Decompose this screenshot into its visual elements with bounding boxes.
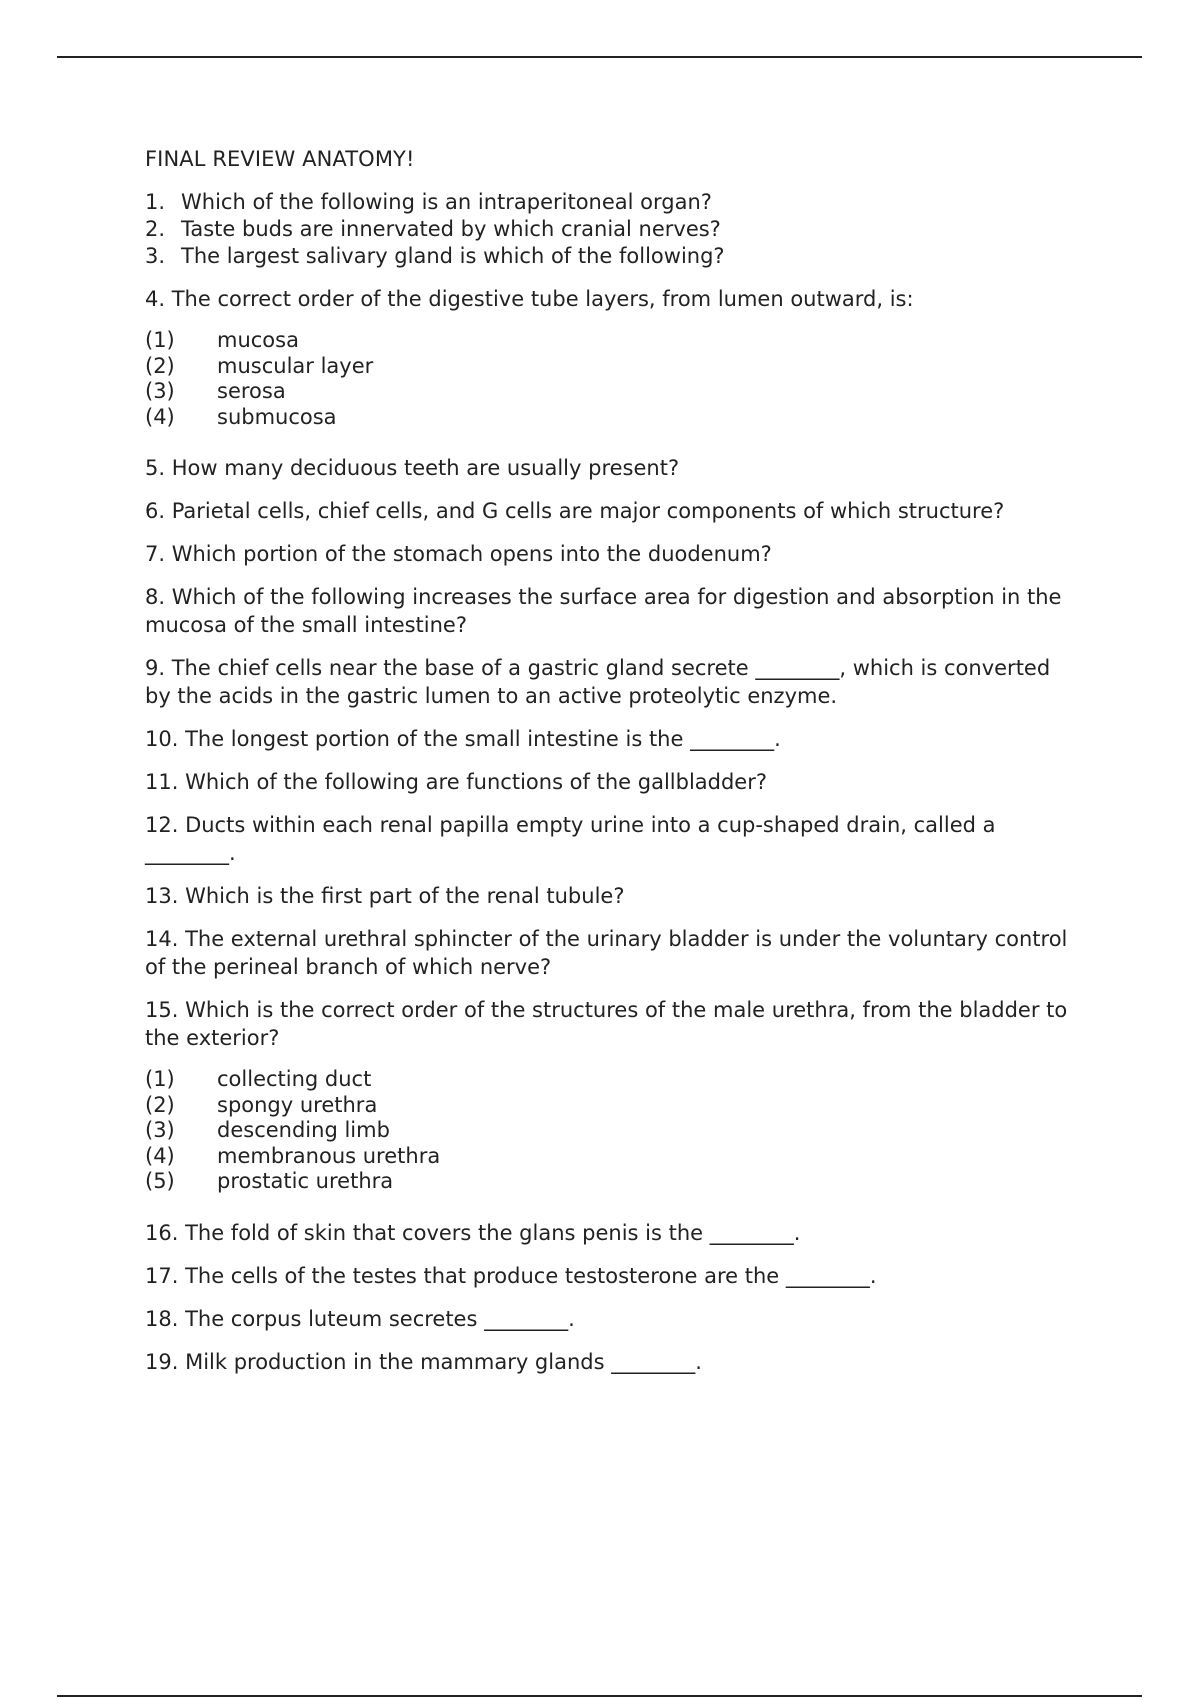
question-2 [145, 216, 1080, 243]
option-text: muscular layer [217, 353, 374, 378]
question-3 [145, 243, 1080, 270]
question-13: 13. Which is the first part of the renal tubule? [145, 884, 625, 908]
question-number: 2. [145, 217, 166, 241]
option-text: serosa [217, 379, 286, 403]
option-number: (3) [145, 1118, 175, 1142]
option-number: (3) [145, 379, 175, 403]
option-item [145, 1144, 1080, 1170]
bottom-rule [57, 1695, 1142, 1697]
option-number: (4) [145, 404, 175, 429]
question-number: 1. [145, 190, 166, 214]
option-number: (5) [145, 1169, 175, 1193]
question-16: 16. The fold of skin that covers the glans penis is the ________. [145, 1220, 801, 1245]
question-4: 4. The correct order of the digestive tube layers, from lumen outward, is: [145, 287, 914, 311]
option-item [145, 354, 1080, 380]
option-text: prostatic urethra [217, 1169, 394, 1193]
question-9: 9. The chief cells near the base of a gastric gland secrete ________, which is converted by the acids in the gastric lumen to an active proteolytic enzyme. [145, 656, 1051, 708]
question-11: 11. Which of the following are functions of the gallbladder? [145, 770, 768, 794]
question-list-1-3 [145, 189, 1080, 270]
option-text: spongy urethra [217, 1092, 378, 1117]
option-item [145, 1067, 1080, 1093]
option-text: descending limb [217, 1118, 390, 1142]
question-text: Taste buds are innervated by which cranial nerves? [181, 217, 721, 241]
question-14: 14. The external urethral sphincter of the urinary bladder is under the voluntary control of the perineal branch of which nerve? [145, 927, 1068, 979]
question-number: 3. [145, 244, 166, 268]
question-19: 19. Milk production in the mammary glands ________. [145, 1349, 702, 1374]
option-text: collecting duct [217, 1067, 372, 1091]
option-text: membranous urethra [217, 1143, 441, 1168]
question-5: 5. How many deciduous teeth are usually present? [145, 456, 680, 480]
question-12: 12. Ducts within each renal papilla empty urine into a cup-shaped drain, called a ________. [145, 813, 996, 865]
option-item [145, 379, 1080, 405]
question-4-options [145, 328, 1080, 430]
top-rule [57, 56, 1142, 58]
question-1 [145, 189, 1080, 216]
question-15: 15. Which is the correct order of the structures of the male urethra, from the bladder to the exterior? [145, 998, 1068, 1050]
option-number: (1) [145, 1067, 175, 1091]
option-text: submucosa [217, 404, 337, 429]
question-18: 18. The corpus luteum secretes ________. [145, 1306, 575, 1331]
option-number: (4) [145, 1143, 175, 1168]
option-number: (1) [145, 328, 175, 352]
option-item [145, 405, 1080, 431]
document-title: FINAL REVIEW ANATOMY! [145, 147, 415, 171]
question-17: 17. The cells of the testes that produce testosterone are the ________. [145, 1263, 877, 1288]
question-text: The largest salivary gland is which of the following? [181, 244, 725, 268]
option-number: (2) [145, 1092, 175, 1117]
question-6: 6. Parietal cells, chief cells, and G cells are major components of which structure? [145, 499, 1005, 523]
option-item [145, 1118, 1080, 1144]
document-body [145, 145, 1080, 1391]
question-8: 8. Which of the following increases the surface area for digestion and absorption in the mucosa of the small intestine? [145, 585, 1062, 637]
option-item [145, 1093, 1080, 1119]
question-text: Which of the following is an intraperitoneal organ? [181, 190, 712, 214]
option-item [145, 1169, 1080, 1195]
option-number: (2) [145, 353, 175, 378]
option-text: mucosa [217, 328, 299, 352]
question-15-options [145, 1067, 1080, 1195]
question-10: 10. The longest portion of the small intestine is the ________. [145, 727, 781, 751]
question-7: 7. Which portion of the stomach opens into the duodenum? [145, 542, 772, 566]
option-item [145, 328, 1080, 354]
